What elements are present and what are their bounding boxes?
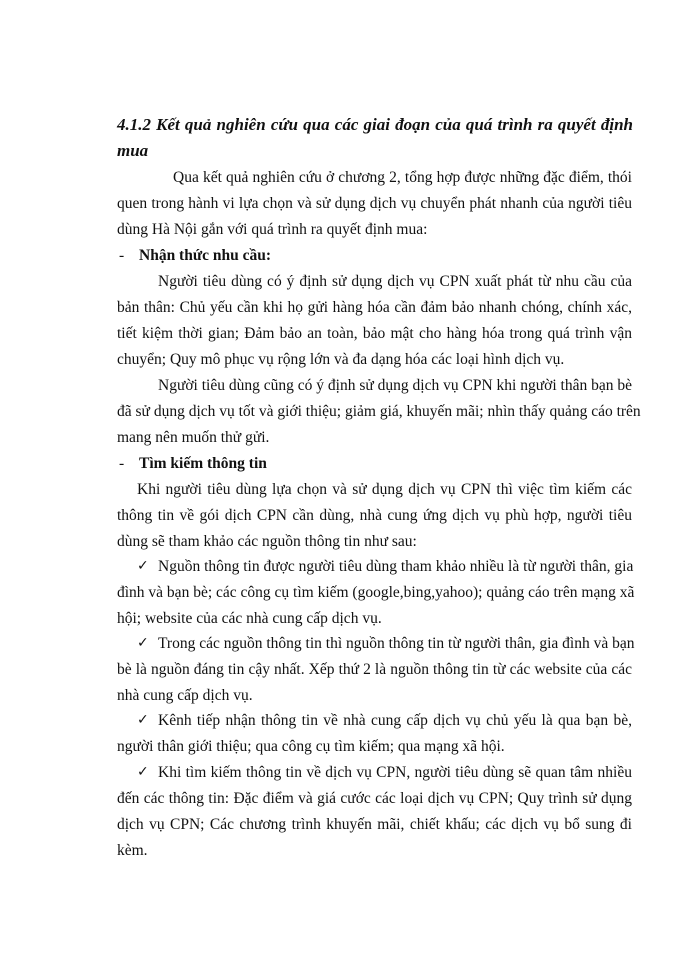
check-item-2-line-2: bè là nguồn đáng tin cậy nhất. Xếp thứ 2 là nguồn thông tin từ các website của các (117, 661, 632, 678)
section2-intro-line-3: dùng sẽ tham khảo các nguồn thông tin như sau: (117, 533, 417, 550)
check-item-4-line-2: đến các thông tin: Đặc điểm và giá cước các loại dịch vụ CPN; Quy trình sử dụng (117, 790, 632, 807)
check-icon: ✓ (137, 558, 149, 574)
section1-bullet: - (119, 247, 125, 264)
section-heading: 4.1.2 Kết quả nghiên cứu qua các giai đoạn của quá trình ra quyết định (117, 115, 633, 134)
section1-para2-line-2: đã sử dụng dịch vụ tốt và giới thiệu; giảm giá, khuyến mãi; nhìn thấy quảng cáo trên (117, 403, 641, 420)
section1-para1-line-4: chuyển; Quy mô phục vụ rộng lớn và đa dạng hóa các loại hình dịch vụ. (117, 351, 565, 368)
section2-bullet: - (119, 455, 125, 472)
section1-para2-line-3: mang nên muốn thử gửi. (117, 429, 270, 446)
check-item-3-line-1: Kênh tiếp nhận thông tin về nhà cung cấp dịch vụ chủ yếu là qua bạn bè, (158, 712, 632, 729)
check-item-3-line-2: người thân giới thiệu; qua công cụ tìm kiếm; qua mạng xã hội. (117, 738, 505, 755)
check-item-1-line-1: Nguồn thông tin được người tiêu dùng tham khảo nhiều là từ người thân, gia (158, 558, 634, 575)
check-item-2-line-1: Trong các nguồn thông tin thì nguồn thông tin từ người thân, gia đình và bạn (158, 635, 635, 652)
check-item-1-line-2: đình và bạn bè; các công cụ tìm kiếm (google,bing,yahoo); quảng cáo trên mạng xã (117, 584, 635, 601)
intro-line-2: quen trong hành vi lựa chọn và sử dụng dịch vụ chuyển phát nhanh của người tiêu (117, 195, 632, 212)
check-icon: ✓ (137, 712, 149, 728)
section1-para1-line-1: Người tiêu dùng có ý định sử dụng dịch vụ CPN xuất phát từ nhu cầu của (158, 273, 632, 290)
check-icon: ✓ (137, 764, 149, 780)
intro-line-3: dùng Hà Nội gắn với quá trình ra quyết định mua: (117, 221, 428, 238)
section1-title: Nhận thức nhu cầu: (139, 247, 272, 264)
section1-para1-line-3: tiết kiệm thời gian; Đảm bảo an toàn, bảo mật cho hàng hóa trong quá trình vận (117, 325, 632, 342)
section1-para2-line-1: Người tiêu dùng cũng có ý định sử dụng dịch vụ CPN khi người thân bạn bè (158, 377, 632, 394)
check-item-4-line-3: dịch vụ CPN; Các chương trình khuyến mãi, chiết khấu; các dịch vụ bổ sung đi (117, 816, 632, 833)
check-item-4-line-1: Khi tìm kiếm thông tin về dịch vụ CPN, người tiêu dùng sẽ quan tâm nhiều (158, 764, 632, 781)
check-item-1-line-3: hội; website của các nhà cung cấp dịch vụ. (117, 610, 382, 627)
check-icon: ✓ (137, 635, 149, 651)
check-item-4-line-4: kèm. (117, 842, 148, 859)
section1-para1-line-2: bản thân: Chủ yếu cần khi họ gửi hàng hóa cần đảm bảo nhanh chóng, chính xác, (117, 299, 632, 316)
check-item-2-line-3: nhà cung cấp dịch vụ. (117, 687, 253, 704)
section2-intro-line-2: thông tin về gói dịch CPN cần dùng, nhà cung ứng dịch vụ phù hợp, người tiêu (117, 507, 632, 524)
section2-intro-line-1: Khi người tiêu dùng lựa chọn và sử dụng dịch vụ CPN thì việc tìm kiếm các (137, 481, 632, 498)
section2-title: Tìm kiếm thông tin (139, 455, 267, 472)
section-heading-continued: mua (117, 141, 149, 160)
intro-line-1: Qua kết quả nghiên cứu ở chương 2, tổng hợp được những đặc điểm, thói (173, 169, 632, 186)
